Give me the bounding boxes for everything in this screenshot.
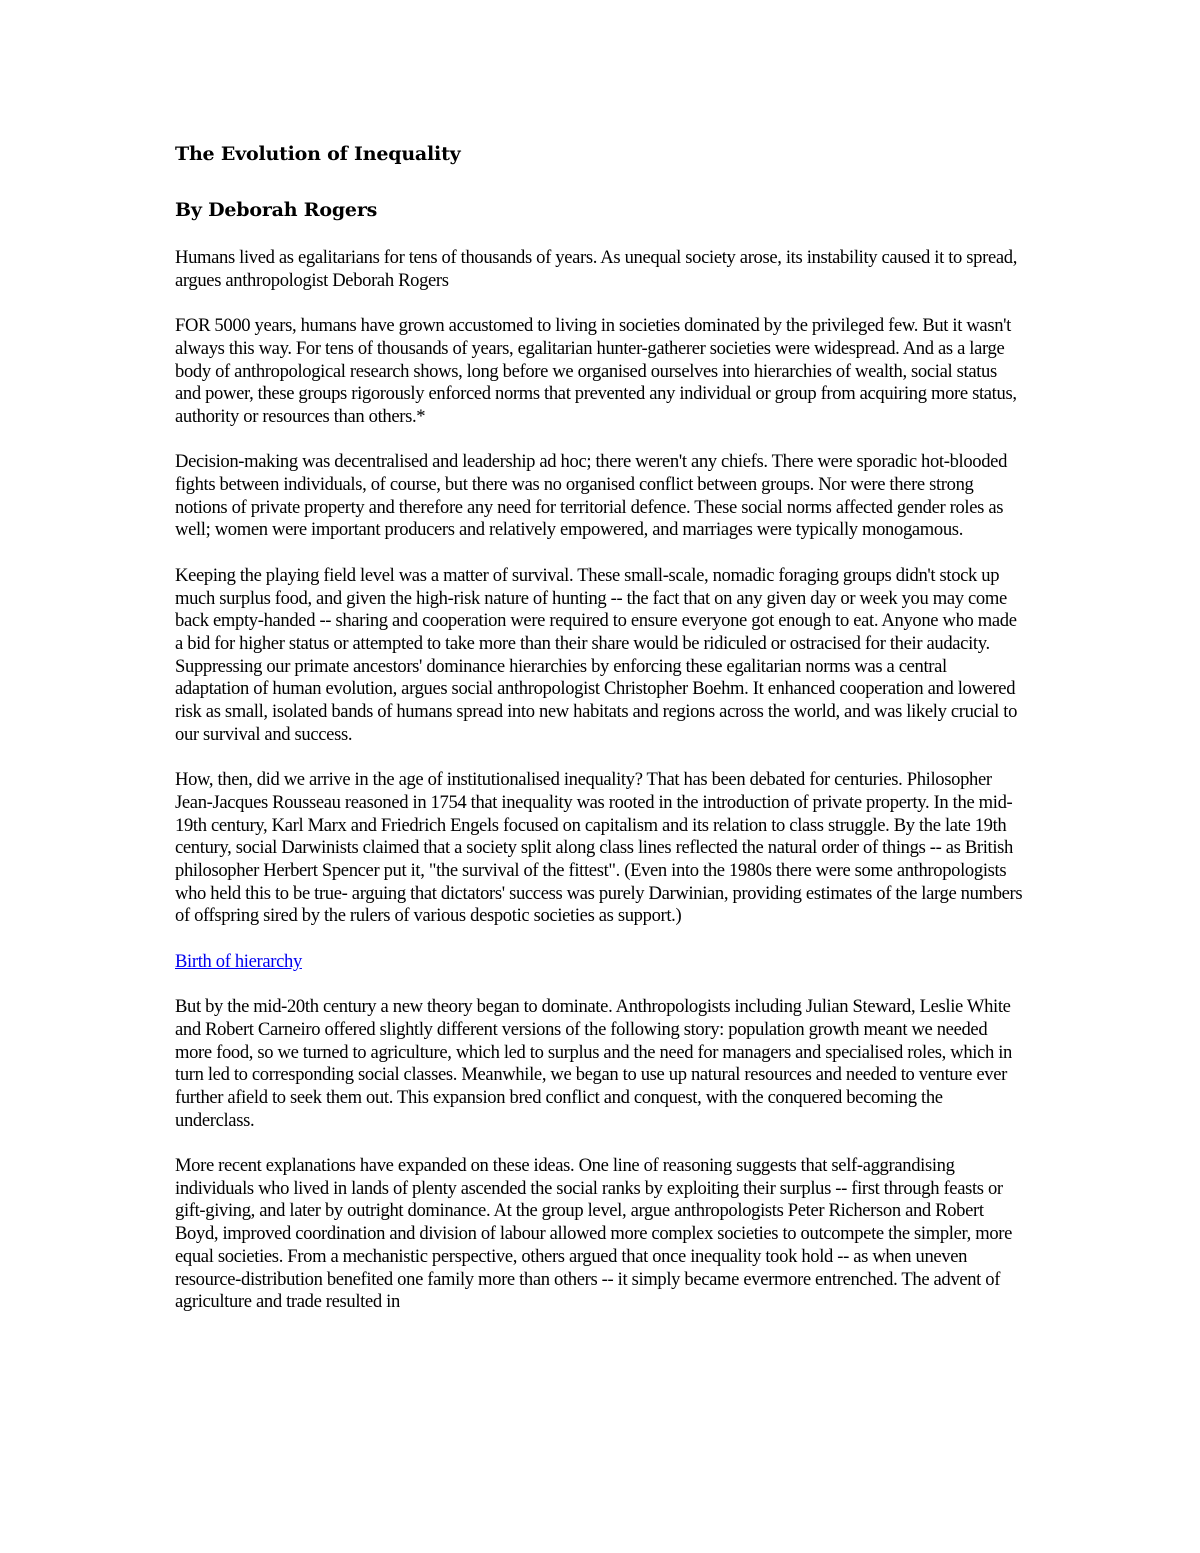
document-byline: By Deborah Rogers bbox=[175, 199, 378, 221]
body-paragraph-3: Keeping the playing field level was a matter of survival. These small-scale, nomadic foraging groups didn't stock up much surplus food, and given the high-risk nature of hunting -- the fact that on any given day or week you may come back empty-handed -- sharing and cooperation were required to ensure everyone got enough to eat. Anyone who made a bid for higher status or attempted to take more than their share would be ridiculed or ostracised for their audacity. Suppressing our primate ancestors' dominance hierarchies by enforcing these egalitarian norms was a central adaptation of human evolution, argues social anthropologist Christopher Boehm. It enhanced cooperation and lowered risk as small, isolated bands of humans spread into new habitats and regions across the world, and was likely crucial to our survival and success. bbox=[175, 564, 1018, 745]
body-paragraph-5: But by the mid-20th century a new theory began to dominate. Anthropologists including Julian Steward, Leslie White and Robert Carneiro offered slightly different versions of the following story: population growth meant we needed more food, so we turned to agriculture, which led to surplus and the need for managers and specialised roles, which in turn led to corresponding social classes. Meanwhile, we began to use up natural resources and needed to venture ever further afield to seek them out. This expansion bred conflict and conquest, with the conquered becoming the underclass. bbox=[175, 996, 1013, 1131]
body-paragraph-4: How, then, did we arrive in the age of institutionalised inequality? That has been debated for centuries. Philosopher Jean-Jacques Rousseau reasoned in 1754 that inequality was rooted in the introduction of private property. In the mid-19th century, Karl Marx and Friedrich Engels focused on capitalism and its relation to class struggle. By the late 19th century, social Darwinists claimed that a society split along class lines reflected the natural order of things -- as British philosopher Herbert Spencer put it, "the survival of the fittest". (Even into the 1980s there were some anthropologists who held this to be true- arguing that dictators' success was purely Darwinian, providing estimates of the large numbers of offspring sired by the rulers of various despotic societies as support.) bbox=[175, 769, 1023, 927]
standfirst-paragraph: Humans lived as egalitarians for tens of thousands of years. As unequal society arose, its instability caused it to spread, argues anthropologist Deborah Rogers bbox=[175, 247, 1018, 291]
document-page bbox=[175, 140, 1025, 1314]
body-paragraph-6: More recent explanations have expanded on these ideas. One line of reasoning suggests that self-aggrandising individuals who lived in lands of plenty ascended the social ranks by exploiting their surplus -- first through feasts or gift-giving, and later by outright dominance. At the group level, argue anthropologists Peter Richerson and Robert Boyd, improved coordination and division of labour allowed more complex societies to outcompete the simpler, more equal societies. From a mechanistic perspective, others argued that once inequality took hold -- as when uneven resource-distribution benefited one family more than others -- it simply became evermore entrenched. The advent of agriculture and trade resulted in bbox=[175, 1155, 1013, 1313]
document-title: The Evolution of Inequality bbox=[175, 143, 461, 165]
body-paragraph-2: Decision-making was decentralised and leadership ad hoc; there weren't any chiefs. There were sporadic hot-blooded fights between individuals, of course, but there was no organised conflict between groups. Nor were there strong notions of private property and therefore any need for territorial defence. These social norms affected gender roles as well; women were important producers and relatively empowered, and marriages were typically monogamous. bbox=[175, 451, 1008, 541]
body-paragraph-1: FOR 5000 years, humans have grown accustomed to living in societies dominated by the privileged few. But it wasn't always this way. For tens of thousands of years, egalitarian hunter-gatherer societies were widespread. And as a large body of anthropological research shows, long before we organised ourselves into hierarchies of wealth, social status and power, these groups rigorously enforced norms that prevented any individual or group from acquiring more status, authority or resources than others.* bbox=[175, 315, 1017, 427]
section-link-line bbox=[175, 951, 1025, 974]
birth-of-hierarchy-link[interactable]: Birth of hierarchy bbox=[175, 950, 302, 972]
